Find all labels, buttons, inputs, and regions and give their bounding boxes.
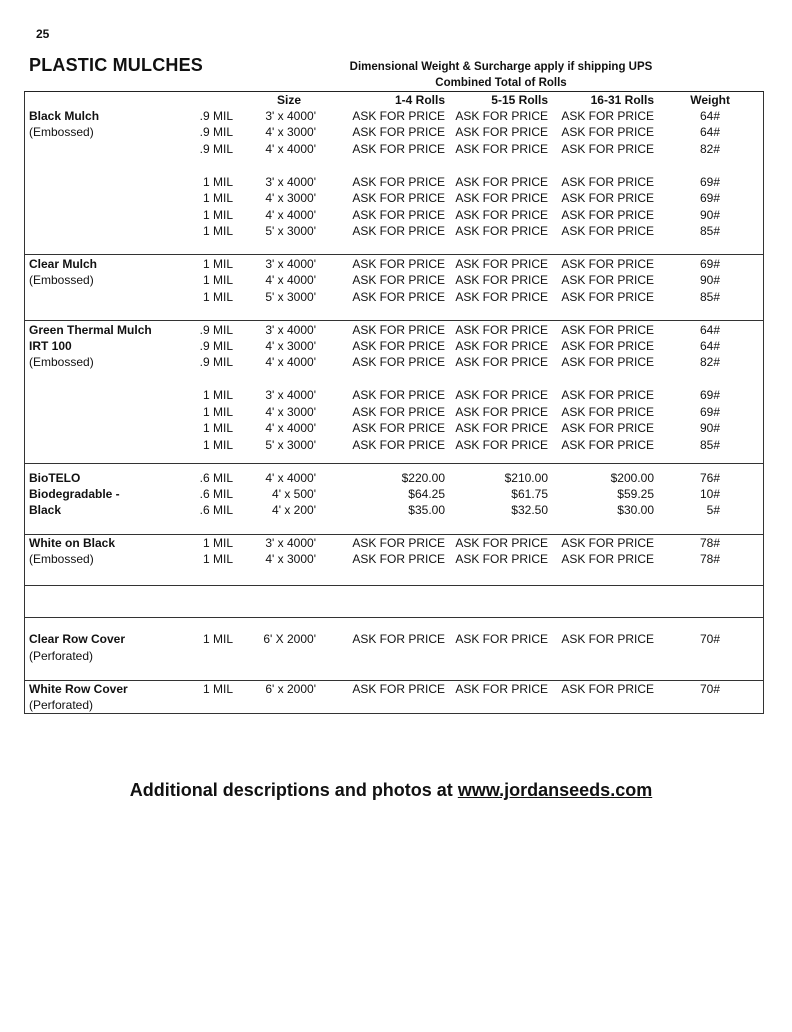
weight: 69# <box>699 191 720 205</box>
price-1-4-rolls: ASK FOR PRICE <box>352 355 445 369</box>
column-header-1-4-rolls: 1-4 Rolls <box>394 93 445 107</box>
product-name: BioTELO <box>29 471 81 485</box>
page-title: PLASTIC MULCHES <box>29 55 203 75</box>
price-1-4-rolls: ASK FOR PRICE <box>352 388 445 402</box>
product-name: Black <box>29 503 62 517</box>
price-1-4-rolls: ASK FOR PRICE <box>352 682 445 696</box>
product-name: IRT 100 <box>29 339 72 353</box>
roll-size: 3' x 4000' <box>265 388 316 402</box>
price-1-4-rolls: ASK FOR PRICE <box>352 125 445 139</box>
price-5-15-rolls: ASK FOR PRICE <box>455 388 548 402</box>
price-16-31-rolls: ASK FOR PRICE <box>561 632 654 646</box>
weight: 5# <box>706 503 720 517</box>
weight: 76# <box>699 471 720 485</box>
price-1-4-rolls: ASK FOR PRICE <box>352 339 445 353</box>
weight: 85# <box>699 224 720 238</box>
thickness: 1 MIL <box>202 421 233 435</box>
thickness: 1 MIL <box>202 438 233 452</box>
price-5-15-rolls: ASK FOR PRICE <box>455 257 548 271</box>
price-16-31-rolls: ASK FOR PRICE <box>561 421 654 435</box>
weight: 64# <box>699 323 720 337</box>
price-1-4-rolls: ASK FOR PRICE <box>352 109 445 123</box>
price-16-31-rolls: ASK FOR PRICE <box>561 257 654 271</box>
footer-note <box>0 780 782 801</box>
price-16-31-rolls: ASK FOR PRICE <box>561 405 654 419</box>
thickness: .9 MIL <box>199 125 233 139</box>
price-1-4-rolls: ASK FOR PRICE <box>352 323 445 337</box>
combined-note: Combined Total of Rolls <box>435 77 567 89</box>
column-header-5-15-rolls: 5-15 Rolls <box>491 93 548 107</box>
thickness: .9 MIL <box>199 355 233 369</box>
price-16-31-rolls: ASK FOR PRICE <box>561 339 654 353</box>
weight: 90# <box>699 421 720 435</box>
roll-size: 5' x 3000' <box>265 224 316 238</box>
roll-size: 4' x 4000' <box>265 208 316 222</box>
price-1-4-rolls: $220.00 <box>401 471 445 485</box>
price-16-31-rolls: ASK FOR PRICE <box>561 552 654 566</box>
roll-size: 6' X 2000' <box>263 632 316 646</box>
roll-size: 4' x 500' <box>272 487 316 501</box>
section-divider <box>24 320 764 321</box>
roll-size: 6' x 2000' <box>265 682 316 696</box>
thickness: 1 MIL <box>202 191 233 205</box>
price-16-31-rolls: ASK FOR PRICE <box>561 109 654 123</box>
price-5-15-rolls: ASK FOR PRICE <box>455 191 548 205</box>
thickness: .6 MIL <box>199 503 233 517</box>
product-name: (Perforated) <box>29 698 94 712</box>
price-5-15-rolls: ASK FOR PRICE <box>455 405 548 419</box>
section-divider <box>24 463 764 464</box>
price-16-31-rolls: ASK FOR PRICE <box>561 290 654 304</box>
price-16-31-rolls: ASK FOR PRICE <box>561 191 654 205</box>
weight: 64# <box>699 339 720 353</box>
thickness: .9 MIL <box>199 142 233 156</box>
price-16-31-rolls: ASK FOR PRICE <box>561 175 654 189</box>
price-16-31-rolls: ASK FOR PRICE <box>561 388 654 402</box>
price-5-15-rolls: ASK FOR PRICE <box>455 682 548 696</box>
product-name: White Row Cover <box>29 682 128 696</box>
weight: 82# <box>699 355 720 369</box>
roll-size: 4' x 4000' <box>265 142 316 156</box>
price-5-15-rolls: ASK FOR PRICE <box>455 536 548 550</box>
thickness: 1 MIL <box>202 632 233 646</box>
column-header-size: Size <box>276 93 301 107</box>
weight: 70# <box>699 682 720 696</box>
product-name: (Embossed) <box>29 355 94 369</box>
weight: 70# <box>699 632 720 646</box>
thickness: 1 MIL <box>202 290 233 304</box>
price-16-31-rolls: ASK FOR PRICE <box>561 273 654 287</box>
roll-size: 4' x 3000' <box>265 405 316 419</box>
price-16-31-rolls: ASK FOR PRICE <box>561 438 654 452</box>
product-name: Black Mulch <box>29 109 100 123</box>
price-16-31-rolls: ASK FOR PRICE <box>561 125 654 139</box>
product-name: Biodegradable - <box>29 487 120 501</box>
roll-size: 3' x 4000' <box>265 175 316 189</box>
column-header-weight: Weight <box>690 93 730 107</box>
price-1-4-rolls: ASK FOR PRICE <box>352 632 445 646</box>
thickness: .9 MIL <box>199 109 233 123</box>
thickness: 1 MIL <box>202 257 233 271</box>
price-1-4-rolls: ASK FOR PRICE <box>352 421 445 435</box>
price-5-15-rolls: ASK FOR PRICE <box>455 355 548 369</box>
price-5-15-rolls: ASK FOR PRICE <box>455 175 548 189</box>
price-16-31-rolls: ASK FOR PRICE <box>561 208 654 222</box>
thickness: .9 MIL <box>199 339 233 353</box>
roll-size: 4' x 4000' <box>265 273 316 287</box>
thickness: 1 MIL <box>202 536 233 550</box>
roll-size: 4' x 3000' <box>265 339 316 353</box>
thickness: .6 MIL <box>199 471 233 485</box>
roll-size: 4' x 4000' <box>265 421 316 435</box>
price-5-15-rolls: ASK FOR PRICE <box>455 208 548 222</box>
price-16-31-rolls: ASK FOR PRICE <box>561 536 654 550</box>
section-divider <box>24 254 764 255</box>
price-1-4-rolls: $64.25 <box>408 487 445 501</box>
weight: 85# <box>699 438 720 452</box>
roll-size: 5' x 3000' <box>265 438 316 452</box>
footer-text: Additional descriptions and photos at <box>129 780 458 800</box>
price-1-4-rolls: ASK FOR PRICE <box>352 191 445 205</box>
price-16-31-rolls: ASK FOR PRICE <box>561 682 654 696</box>
price-5-15-rolls: ASK FOR PRICE <box>455 339 548 353</box>
weight: 90# <box>699 273 720 287</box>
price-1-4-rolls: ASK FOR PRICE <box>352 208 445 222</box>
price-5-15-rolls: ASK FOR PRICE <box>455 421 548 435</box>
product-name: (Embossed) <box>29 125 94 139</box>
price-16-31-rolls: ASK FOR PRICE <box>561 224 654 238</box>
price-5-15-rolls: ASK FOR PRICE <box>455 290 548 304</box>
product-name: (Embossed) <box>29 273 94 287</box>
weight: 69# <box>699 405 720 419</box>
product-name: White on Black <box>29 536 116 550</box>
roll-size: 4' x 4000' <box>265 355 316 369</box>
price-16-31-rolls: $30.00 <box>617 503 654 517</box>
product-name: (Perforated) <box>29 649 94 663</box>
price-1-4-rolls: ASK FOR PRICE <box>352 273 445 287</box>
roll-size: 3' x 4000' <box>265 109 316 123</box>
roll-size: 5' x 3000' <box>265 290 316 304</box>
price-16-31-rolls: $59.25 <box>617 487 654 501</box>
thickness: 1 MIL <box>202 273 233 287</box>
weight: 78# <box>699 536 720 550</box>
price-5-15-rolls: ASK FOR PRICE <box>455 552 548 566</box>
price-5-15-rolls: $61.75 <box>511 487 548 501</box>
price-1-4-rolls: ASK FOR PRICE <box>352 175 445 189</box>
thickness: 1 MIL <box>202 224 233 238</box>
price-5-15-rolls: $32.50 <box>511 503 548 517</box>
thickness: .6 MIL <box>199 487 233 501</box>
price-1-4-rolls: ASK FOR PRICE <box>352 536 445 550</box>
price-5-15-rolls: ASK FOR PRICE <box>455 224 548 238</box>
page-number: 25 <box>36 27 50 41</box>
price-1-4-rolls: ASK FOR PRICE <box>352 224 445 238</box>
roll-size: 3' x 4000' <box>265 323 316 337</box>
thickness: 1 MIL <box>202 208 233 222</box>
weight: 10# <box>699 487 720 501</box>
price-5-15-rolls: ASK FOR PRICE <box>455 323 548 337</box>
section-divider <box>24 585 764 586</box>
price-1-4-rolls: ASK FOR PRICE <box>352 552 445 566</box>
price-5-15-rolls: $210.00 <box>504 471 548 485</box>
weight: 69# <box>699 175 720 189</box>
thickness: 1 MIL <box>202 175 233 189</box>
price-1-4-rolls: ASK FOR PRICE <box>352 142 445 156</box>
weight: 64# <box>699 109 720 123</box>
website-link[interactable]: www.jordanseeds.com <box>457 780 653 800</box>
roll-size: 3' x 4000' <box>265 257 316 271</box>
section-divider <box>24 617 764 618</box>
thickness: 1 MIL <box>202 405 233 419</box>
product-name: Clear Mulch <box>29 257 98 271</box>
price-16-31-rolls: $200.00 <box>610 471 654 485</box>
price-5-15-rolls: ASK FOR PRICE <box>455 273 548 287</box>
price-1-4-rolls: ASK FOR PRICE <box>352 290 445 304</box>
price-16-31-rolls: ASK FOR PRICE <box>561 355 654 369</box>
weight: 85# <box>699 290 720 304</box>
product-name: (Embossed) <box>29 552 94 566</box>
price-5-15-rolls: ASK FOR PRICE <box>455 109 548 123</box>
section-divider <box>24 534 764 535</box>
weight: 78# <box>699 552 720 566</box>
price-5-15-rolls: ASK FOR PRICE <box>455 142 548 156</box>
product-name: Green Thermal Mulch <box>29 323 152 337</box>
shipping-note: Dimensional Weight & Surcharge apply if shipping UPS <box>349 61 653 73</box>
price-1-4-rolls: ASK FOR PRICE <box>352 438 445 452</box>
price-16-31-rolls: ASK FOR PRICE <box>561 142 654 156</box>
weight: 69# <box>699 257 720 271</box>
thickness: 1 MIL <box>202 682 233 696</box>
thickness: 1 MIL <box>202 388 233 402</box>
price-5-15-rolls: ASK FOR PRICE <box>455 125 548 139</box>
weight: 69# <box>699 388 720 402</box>
price-5-15-rolls: ASK FOR PRICE <box>455 438 548 452</box>
roll-size: 4' x 3000' <box>265 125 316 139</box>
section-divider <box>24 680 764 681</box>
thickness: 1 MIL <box>202 552 233 566</box>
price-5-15-rolls: ASK FOR PRICE <box>455 632 548 646</box>
product-name: Clear Row Cover <box>29 632 126 646</box>
roll-size: 4' x 4000' <box>265 471 316 485</box>
weight: 90# <box>699 208 720 222</box>
price-1-4-rolls: ASK FOR PRICE <box>352 257 445 271</box>
price-1-4-rolls: ASK FOR PRICE <box>352 405 445 419</box>
weight: 82# <box>699 142 720 156</box>
price-1-4-rolls: $35.00 <box>408 503 445 517</box>
roll-size: 3' x 4000' <box>265 536 316 550</box>
roll-size: 4' x 200' <box>272 503 316 517</box>
column-header-16-31-rolls: 16-31 Rolls <box>590 93 654 107</box>
weight: 64# <box>699 125 720 139</box>
roll-size: 4' x 3000' <box>265 552 316 566</box>
price-16-31-rolls: ASK FOR PRICE <box>561 323 654 337</box>
roll-size: 4' x 3000' <box>265 191 316 205</box>
thickness: .9 MIL <box>199 323 233 337</box>
